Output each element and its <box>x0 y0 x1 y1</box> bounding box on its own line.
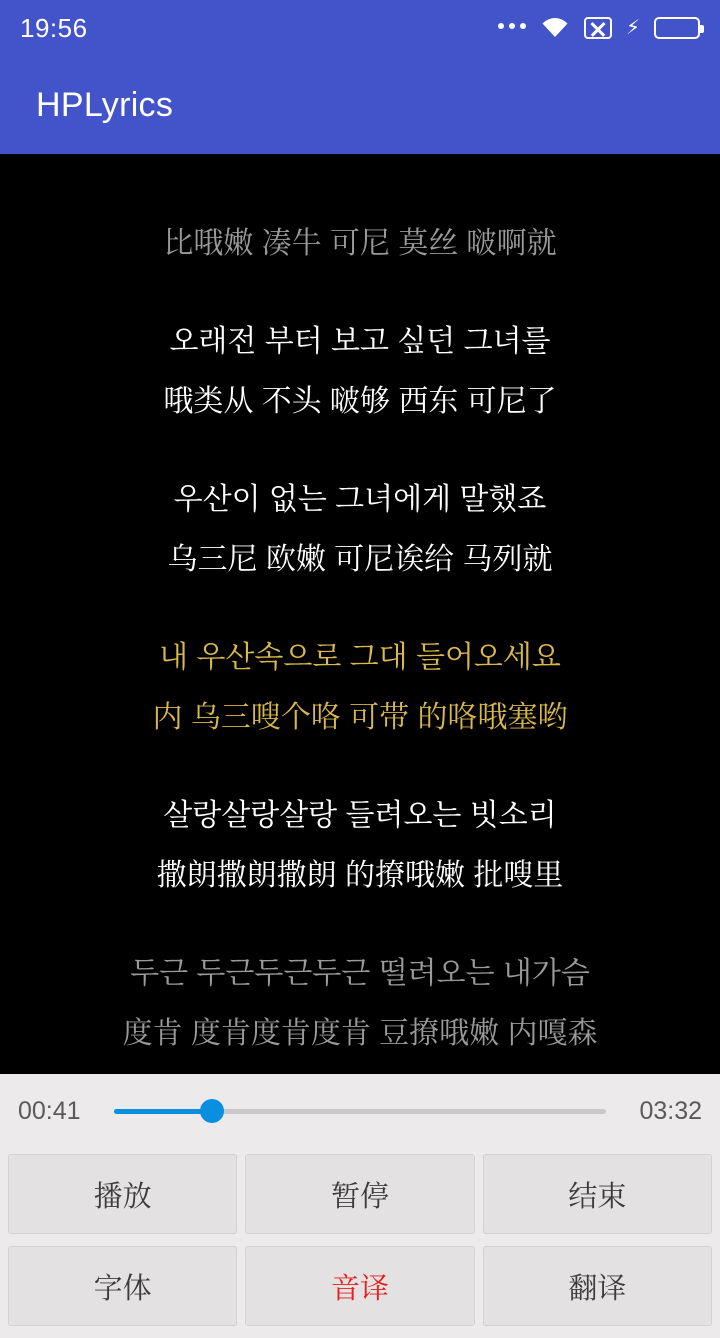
lyric-line: 撒朗撒朗撒朗 的撩哦嫩 批嗖里 <box>156 859 564 892</box>
lyrics-panel[interactable] <box>0 154 720 1074</box>
seek-thumb[interactable] <box>200 1099 224 1123</box>
no-sim-icon <box>584 17 612 39</box>
lyric-line: 내 우산속으로 그대 들어오세요 <box>159 641 561 674</box>
control-row-options <box>0 1240 720 1338</box>
lyric-spacer <box>0 274 720 312</box>
seek-slider[interactable] <box>114 1098 606 1124</box>
lyric-line: 乌三尼 欧嫩 可尼诶给 马列就 <box>167 543 553 576</box>
lyric-spacer <box>0 906 720 944</box>
status-bar <box>0 0 720 56</box>
app-bar <box>0 56 720 154</box>
seek-fill <box>114 1109 212 1114</box>
status-icon-group <box>498 16 700 40</box>
current-time-label: 00:41 <box>18 1096 81 1125</box>
lyric-line: 두근 두근두근두근 떨려오는 내가슴 <box>130 957 590 990</box>
control-row-playback <box>0 1148 720 1240</box>
lyric-spacer <box>0 432 720 470</box>
play-button[interactable]: 播放 <box>8 1154 237 1234</box>
stop-button[interactable]: 结束 <box>483 1154 712 1234</box>
battery-icon <box>654 17 700 39</box>
more-dots-icon <box>498 23 526 33</box>
lyric-line: 哦类从 不头 啵够 西东 可尼了 <box>163 385 557 418</box>
pause-button[interactable]: 暂停 <box>245 1154 474 1234</box>
lyric-line: 살랑살랑살랑 들려오는 빗소리 <box>163 799 557 832</box>
font-button[interactable]: 字体 <box>8 1246 237 1326</box>
lyric-line: 内 乌三嗖个咯 可带 的咯哦塞哟 <box>152 701 568 734</box>
lyric-line: 우산이 없는 그녀에게 말했죠 <box>173 483 547 516</box>
lyric-line: 比哦嫩 凑牛 可尼 莫丝 啵啊就 <box>163 227 557 260</box>
player-panel <box>0 1074 720 1338</box>
page-title: HPLyrics <box>36 85 174 124</box>
lyric-spacer <box>0 748 720 786</box>
seek-row <box>0 1074 720 1148</box>
lyric-line: 오래전 부터 보고 싶던 그녀를 <box>169 325 551 358</box>
transliteration-button[interactable]: 音译 <box>245 1246 474 1326</box>
charging-bolt-icon: ⚡ <box>625 17 640 39</box>
lyric-line: 度肯 度肯度肯度肯 豆撩哦嫩 内嘎森 <box>122 1017 598 1050</box>
translation-button[interactable]: 翻译 <box>483 1246 712 1326</box>
wifi-icon <box>540 16 570 40</box>
total-time-label: 03:32 <box>639 1096 702 1125</box>
status-clock: 19:56 <box>20 12 88 43</box>
lyric-spacer <box>0 590 720 628</box>
